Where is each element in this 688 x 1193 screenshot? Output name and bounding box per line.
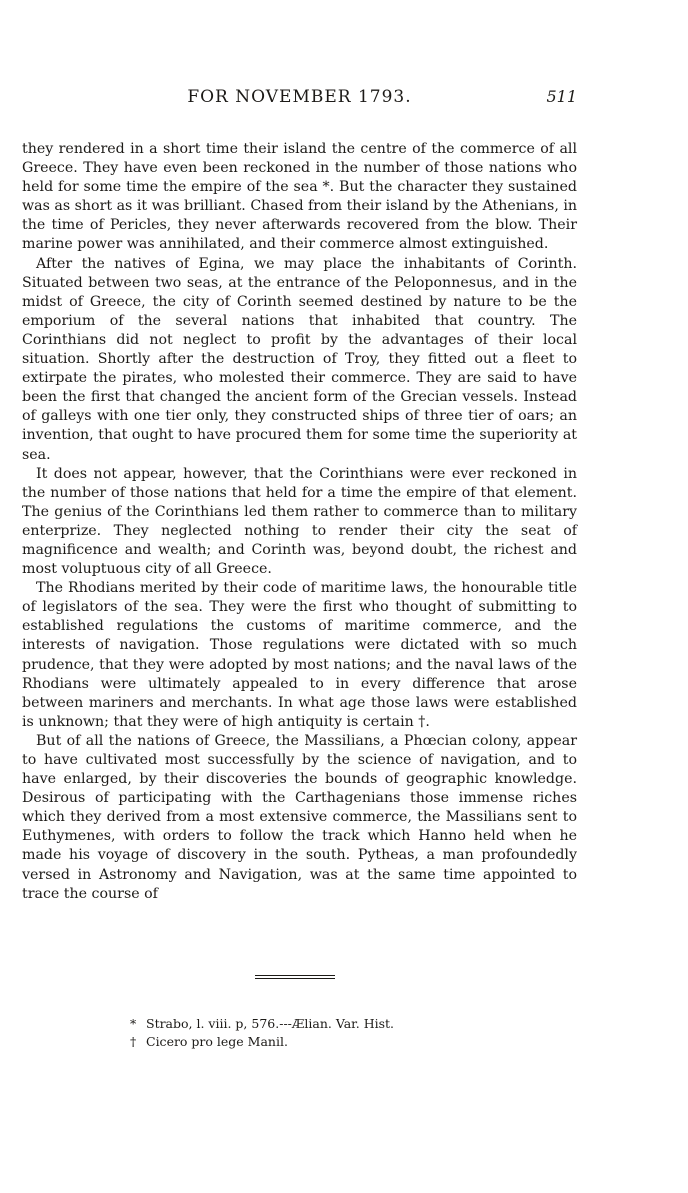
footnote [130, 1033, 560, 1051]
paragraph: The Rhodians merited by their code of maritime laws, the honourable title of legislators of the sea. They were the first who thought of submitting to established regulations the customs of maritime commerce, and the interests of navigation. Those regulations were dictated with so much prudence, that they were adopted by most nations; and the naval laws of the Rhodians were ultimately appealed to in every difference that arose between mariners and merchants. In what age those laws were established is unknown; that they were of high antiquity is certain †. [22, 580, 577, 730]
footnote [130, 1015, 560, 1033]
footnote-mark: * [130, 1016, 137, 1031]
footnotes [130, 1015, 560, 1051]
footnote-divider [255, 975, 335, 976]
footnote-text: Cicero pro lege Manil. [146, 1034, 288, 1049]
page-number: 511 [546, 87, 577, 106]
paragraph: But of all the nations of Greece, the Massilians, a Phœcian colony, appear to have cultivated most successfully by the science of navigation, and to have enlarged, by their discoveries the bounds of geographic knowledge. Desirous of participating with the Carthagenians those immense riches which they derived from a most extensive commerce, the Massilians sent to Euthymenes, with orders to follow the track which Hanno held when he made his voyage of discovery in the south. Pytheas, a man profoundedly versed in Astronomy and Navigation, was at the same time appointed to trace the course of [22, 732, 577, 902]
footnote-mark: † [130, 1034, 137, 1049]
footnote-text: Strabo, l. viii. p, 576.---Ælian. Var. Hist. [146, 1016, 395, 1031]
paragraph: they rendered in a short time their island the centre of the commerce of all Greece. They have even been reckoned in the number of those nations who held for some time the empire of the sea *. But the character they sustained was as short as it was brilliant. Chased from their island by the Athenians, in the time of Pericles, they never afterwards recovered from the blow. Their marine power was annihilated, and their commerce almost extinguished. [22, 141, 578, 253]
paragraph: After the natives of Egina, we may place the inhabitants of Corinth. Situated between two seas, at the entrance of the Peloponnesus, and in the midst of Greece, the city of Corinth seemed destined by nature to be the emporium of the several nations that inhabited that country. The Corinthians did not neglect to profit by the advantages of their local situation. Shortly after the destruction of Troy, they fitted out a fleet to extirpate the pirates, who molested their commerce. They are said to have been the first that changed the ancient form of the Grecian vessels. Instead of galleys with one tier only, they constructed ships of three tier of oars; an invention, that ought to have procured them for some time the superiority at sea. [22, 255, 577, 463]
paragraph: It does not appear, however, that the Corinthians were ever reckoned in the number of those nations that held for a time the empire of that element. The genius of the Corinthians led them rather to commerce than to military enterprize. They neglected nothing to render their city the seat of magnificence and wealth; and Corinth was, beyond doubt, the richest and most voluptuous city of all Greece. [22, 465, 577, 578]
running-header [22, 85, 577, 111]
running-title: FOR NOVEMBER 1793. [187, 87, 412, 107]
main-text [22, 140, 577, 904]
